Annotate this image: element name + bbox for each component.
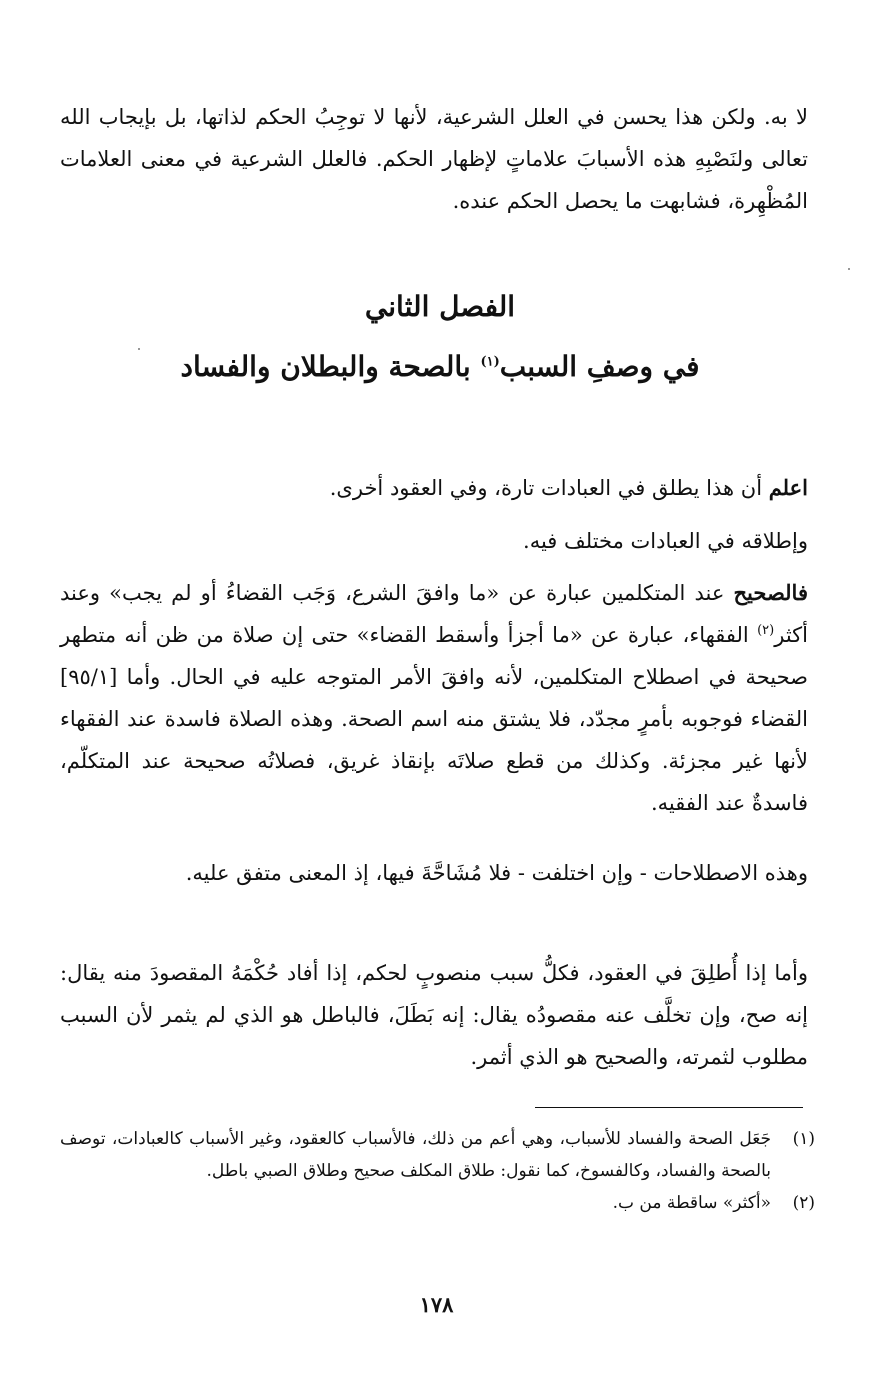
footnote-number: (١) — [792, 1129, 815, 1149]
footnote-1 — [60, 1123, 815, 1187]
paragraph-terminology — [60, 852, 808, 894]
footnote-number: (٢) — [792, 1193, 815, 1213]
footnote-2 — [60, 1187, 815, 1219]
footnote-ref-1[interactable]: (١) — [480, 354, 500, 370]
paragraph-text: وأما إذا أُطلِقَ في العقود، فكلُّ سبب منصوبٍ لحكم، إذا أفاد حُكْمَهُ المقصودَ منه يقال: إنه صح، وإن تخلَّف عنه مقصودُه يقال: إنه بَطَلَ، فالباطل هو الذي لم يثمر لأن السبب مطلوب لثمرته، والصحيح هو الذي أثمر. — [60, 961, 808, 1069]
paragraph-definition — [60, 572, 808, 824]
page-number: ١٧٨ — [419, 1292, 454, 1317]
footnote-text: جَعَل الصحة والفساد للأسباب، وهي أعم من ذلك، فالأسباب كالعقود، وغير الأسباب كالعبادات، توصف بالصحة والفساد، وكالفسوخ، كما نقول: طلاق المكلف صحيح وطلاق الصبي باطل. — [60, 1129, 771, 1181]
chapter-title — [60, 285, 820, 329]
paragraph-contracts — [60, 952, 808, 1078]
chapter-subtitle — [60, 345, 820, 389]
footnote-divider — [535, 1107, 803, 1108]
paragraph-text-rest: الفقهاء، عبارة عن «ما أجزأ وأسقط القضاء» حتى إن صلاة من ظن أنه متطهر صحيحة في اصطلاح المتكلمين، لأنه وافقَ الأمر المتوجه عليه في الحال. وأما [٩٥/١] القضاء فوجوبه بأمرٍ مجدّد، فلا يشتق منه اسم الصحة. وهذه الصلاة فاسدة عند الفقهاء لأنها غير مجزئة. وكذلك من قطع صلاتَه بإنقاذ غريق، فصلاتُه صحيحة عند المتكلّم، فاسدةٌ عند الفقيه. — [60, 623, 808, 815]
chapter-subtitle-text: في وصفِ السبب — [499, 350, 700, 383]
paragraph-text: أن هذا يطلق في العبادات تارة، وفي العقود أخرى. — [329, 476, 769, 500]
paragraph-usage — [60, 467, 808, 509]
paragraph-worship — [60, 520, 808, 562]
lead-word: فالصحيح — [733, 580, 808, 605]
lead-word: اعلم — [768, 475, 808, 500]
paragraph-text: وإطلاقه في العبادات مختلف فيه. — [523, 529, 808, 553]
footnote-ref-2[interactable]: (٢) — [757, 623, 775, 638]
scan-speck — [848, 268, 850, 270]
paragraph-continuation — [60, 96, 808, 222]
paragraph-text: وهذه الاصطلاحات - وإن اختلفت - فلا مُشَاحَّةَ فيها، إذ المعنى متفق عليه. — [185, 861, 808, 885]
paragraph-text: لا به. ولكن هذا يحسن في العلل الشرعية، لأنها لا توجِبُ الحكم لذاتها، بل بإيجاب الله تعالى ولنَصْبِهِ هذه الأسبابَ علاماتٍ لإظهار الحكم. فالعلل الشرعية في معنى العلامات المُظْهِرة، فشابهت ما يحصل الحكم عنده. — [60, 105, 808, 213]
chapter-subtitle-text-rest: بالصحة والبطلان والفساد — [180, 350, 481, 383]
chapter-title-text: الفصل الثاني — [364, 290, 516, 323]
paragraph-text: عند المتكلمين عبارة عن «ما وافقَ الشرع، وَجَب القضاءُ أو لم يجب» وعند أكثر — [60, 581, 808, 647]
scan-speck — [138, 348, 140, 350]
footnote-text: «أكثر» ساقطة من ب. — [612, 1193, 771, 1213]
footnotes — [60, 1123, 815, 1219]
